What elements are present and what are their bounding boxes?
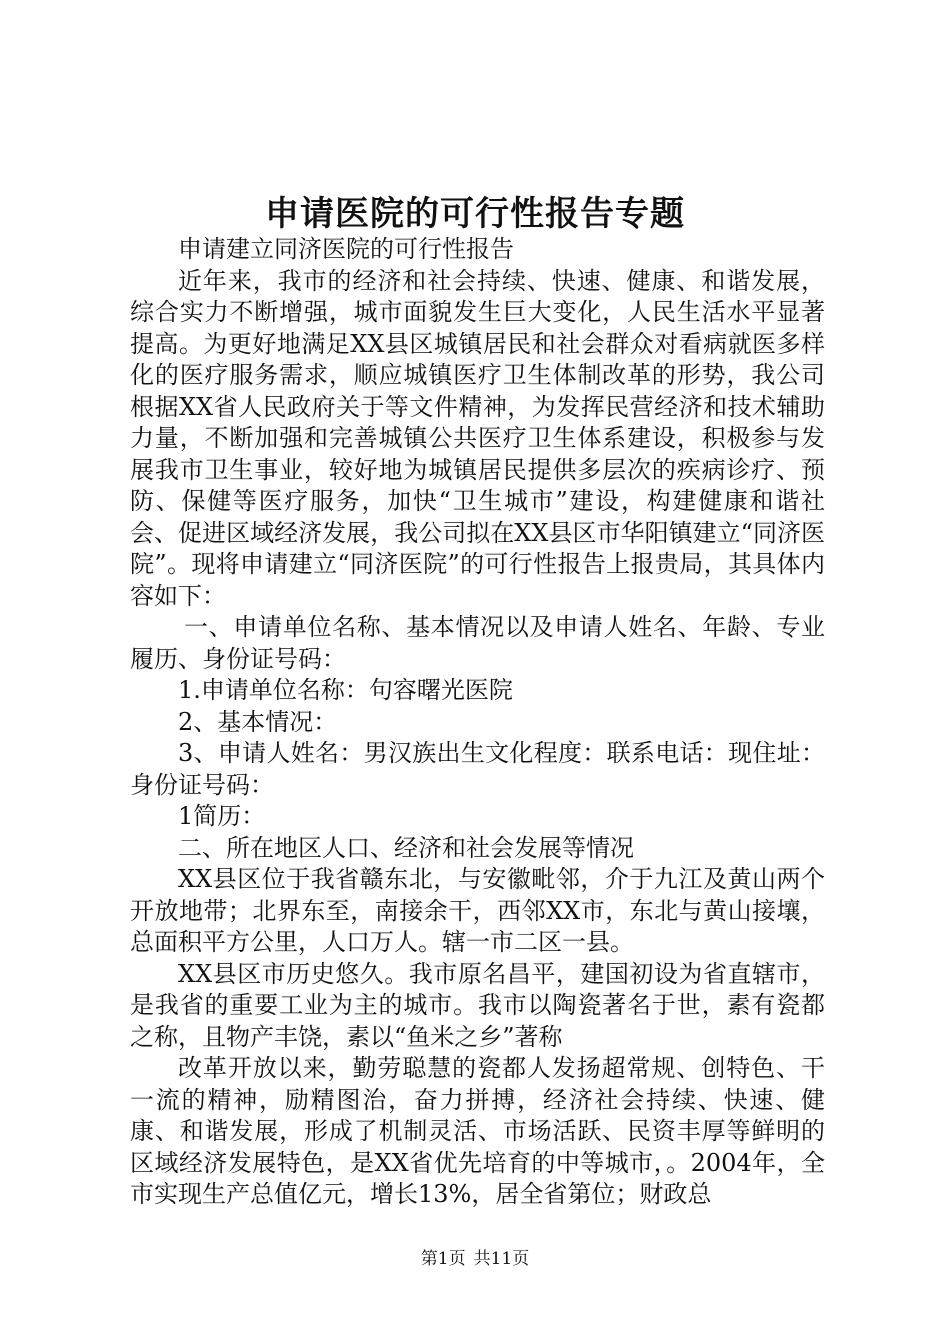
paragraph-basic-info: 2、基本情况： (178, 707, 338, 736)
paragraph-unit-name: 1.申请单位名称：句容曙光医院 (178, 676, 513, 704)
paragraph-reform-development: 改革开放以来，勤劳聪慧的瓷都人发扬超常规、创特色、干一流的精神，励精图治，奋力拼搏，经济社会持续、快速、健康、和谐发展，形成了机制灵活、市场活跃、民资丰厚等鲜明的区域经济发展特色，是XX省优先培育的中等城市，。2004年，全市实现生产总值亿元，增长13%，居全省第位；财政总 (130, 1054, 825, 1208)
paragraph-section-one-heading: 一、申请单位名称、基本情况以及申请人姓名、年龄、专业履历、身份证号码： (130, 613, 825, 673)
paragraph-intro: 近年来，我市的经济和社会持续、快速、健康、和谐发展，综合实力不断增强，城市面貌发生巨大变化，人民生活水平显著提高。为更好地满足XX县区城镇居民和社会群众对看病就医多样化的医疗服务需求，顺应城镇医疗卫生体制改革的形势，我公司根据XX省人民政府关于等文件精神，为发挥民营经济和技术辅助力量，不断加强和完善城镇公共医疗卫生体系建设，积极参与发展我市卫生事业，较好地为城镇居民提供多层次的疾病诊疗、预防、保健等医疗服务，加快“卫生城市”建设，构建健康和谐社会、促进区域经济发展，我公司拟在XX县区市华阳镇建立“同济医院”。现将申请建立“同济医院”的可行性报告上报贵局，其具体内容如下： (130, 266, 825, 610)
paragraph-region-history: XX县区市历史悠久。我市原名昌平，建国初设为省直辖市，是我省的重要工业为主的城市。我市以陶瓷著名于世，素有瓷都之称，且物产丰饶，素以“鱼米之乡”著称 (130, 959, 825, 1051)
document-body (130, 234, 825, 1211)
paragraph-applicant-info: 3、申请人姓名：男汉族出生文化程度：联系电话：现住址：身份证号码： (130, 739, 825, 799)
paragraph-resume: 1简历： (178, 802, 266, 830)
document-title: 申请医院的可行性报告专题 (265, 194, 685, 234)
page-number: 第1页 (420, 1249, 466, 1269)
paragraph-subtitle: 申请建立同济医院的可行性报告 (178, 235, 514, 263)
page-total: 共11页 (473, 1249, 530, 1269)
paragraph-region-location: XX县区位于我省赣东北，与安徽毗邻，介于九江及黄山两个开放地带；北界东至，南接余干，西邻XX市，东北与黄山接壤，总面积平方公里，人口万人。辖一市二区一县。 (130, 865, 825, 956)
page-footer (0, 1244, 950, 1269)
paragraph-section-two-heading: 二、所在地区人口、经济和社会发展等情况 (178, 833, 634, 862)
